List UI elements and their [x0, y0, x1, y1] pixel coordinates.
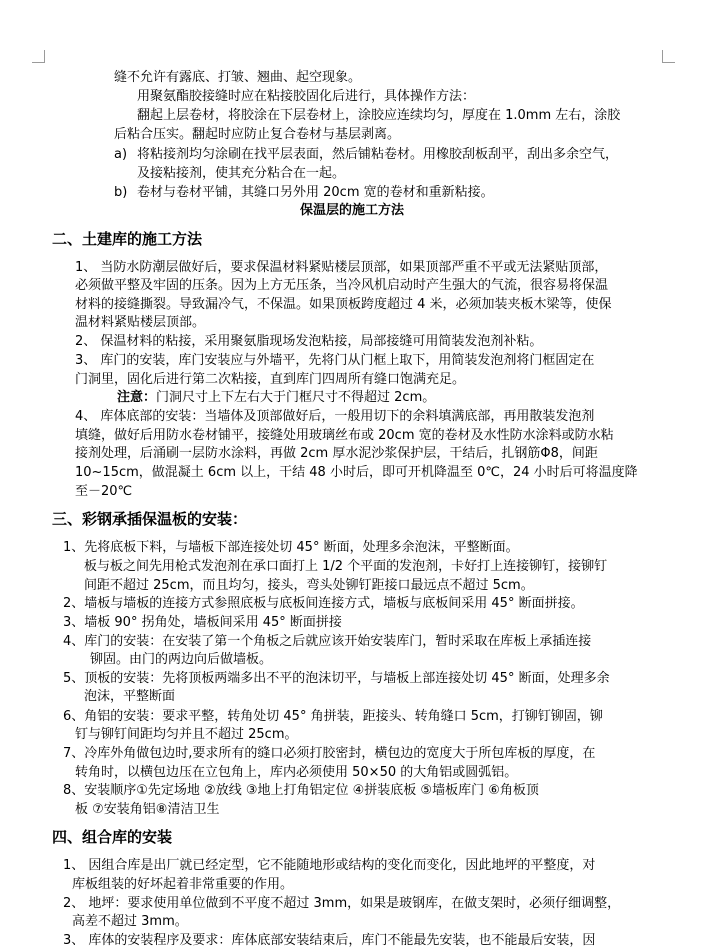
text-line: 钉与铆钉间距均匀并且不超过 25cm。 [75, 727, 298, 742]
text-line: 4、 库体底部的安装：当墙体及顶部做好后，一般用切下的余料填满底部，再用散装发泡剂 [75, 409, 595, 424]
text-line: 板与板之间先用枪式发泡剂在承口面打上 1/2 个平面的发泡剂，卡好打上连接铆钉，接铆钉 [84, 559, 608, 574]
list-marker: a) [114, 147, 128, 162]
text-line: 间距不超过 25cm，而且均匀，接头，弯头处铆钉距接口最远点不超过 5cm。 [84, 578, 534, 593]
text-line: 转角时，以横包边压在立包角上，库内必须使用 50×50 的大角铝或圆弧铝。 [75, 765, 518, 780]
list-marker: b) [114, 185, 128, 200]
margin-corner-mark [32, 50, 45, 63]
text-line: 1、先将底板下料，与墙板下部连接处切 45° 断面，处理多余泡沫，平整断面。 [63, 540, 519, 555]
text-line: 缝不允许有露底、打皱、翘曲、起空现象。 [114, 70, 362, 85]
section-heading: 三、彩钢承插保温板的安装： [52, 510, 248, 528]
note-text: 门洞尺寸上下左右大于门框尺寸不得超过 2cm。 [156, 390, 436, 405]
section-subtitle: 保温层的施工方法 [300, 203, 405, 218]
text-line: 10~15cm，做混凝土 6cm 以上，干结 48 小时后，即可开机降温至 0℃，24 小时后可将温度降 [75, 465, 638, 480]
note-label: 注意： [117, 390, 157, 405]
text-line: 2、 地坪：要求使用单位做到不平度不超过 3mm，如果是玻钢库，在做支架时，必须仔细调整， [63, 896, 621, 911]
text-line: 用聚氨酯胶接缝时应在粘接胶固化后进行，具体操作方法： [137, 89, 476, 104]
section-heading: 四、组合库的安装 [52, 828, 173, 846]
text-line: 高差不超过 3mm。 [72, 914, 188, 929]
text-line: 温材料紧贴楼层顶部。 [75, 315, 206, 330]
text-line: 门洞里，固化后进行第二次粘接，直到库门四周所有缝口饱满充足。 [75, 372, 466, 387]
text-line: 卷材与卷材平铺，其缝口另外用 20cm 宽的卷材和重新粘接。 [137, 185, 494, 200]
section-heading: 二、土建库的施工方法 [52, 230, 203, 248]
text-line: 材料的接缝撕裂。导致漏冷气，不保温。如果顶板跨度超过 4 米，必须加装夹板木梁等，使保 [75, 297, 612, 312]
note-line [117, 389, 435, 407]
text-line: 1、 当防水防潮层做好后，要求保温材料紧贴楼层顶部，如果顶部严重不平或无法紧贴顶部， [75, 260, 608, 275]
text-line: 接剂处理，后涌刷一层防水涂料，再做 2cm 厚水泥沙浆保护层，干结后，扎钢筋Φ8，间距 [75, 446, 598, 461]
text-line: 泡沫，平整断面 [84, 689, 176, 704]
text-line: 后粘合压实。翻起时应防止复合卷材与基层剥离。 [114, 127, 401, 142]
text-line: 3、 库门的安装，库门安装应与外墙平，先将门从门框上取下，用简装发泡剂将门框固定在 [75, 353, 595, 368]
text-line: 3、墙板 90° 拐角处，墙板间采用 45° 断面拼接 [63, 615, 342, 630]
text-line: 1、 因组合库是出厂就已经定型，它不能随地形或结构的变化而变化，因此地坪的平整度，对 [63, 858, 596, 873]
text-line: 2、 保温材料的粘接，采用聚氨脂现场发泡粘接，局部接缝可用简装发泡剂补粘。 [75, 334, 543, 349]
text-line: 2、墙板与墙板的连接方式参照底板与底板间连接方式，墙板与底板间采用 45° 断面拼接。 [63, 596, 584, 611]
text-line: 填缝，做好后用防水卷材铺平，接缝处用玻璃丝布或 20cm 宽的卷材及水性防水涂料或防水粘 [75, 428, 614, 443]
text-line: 8、安装顺序①先定场地 ②放线 ③地上打角铝定位 ④拼装底板 ⑤墙板库门 ⑥角板顶 [63, 783, 539, 798]
text-line: 7、冷库外角做包边时,要求所有的缝口必须打胶密封，横包边的宽度大于所包库板的厚度，在 [63, 746, 596, 761]
text-line: 6、角铝的安装：要求平整，转角处切 45° 角拼装，距接头、转角缝口 5cm，打铆钉铆固，铆 [63, 709, 603, 724]
text-line: 3、 库体的安装程序及要求：库体底部安装结束后，库门不能最先安装，也不能最后安装，因 [63, 933, 596, 948]
text-line: 至－20℃ [75, 484, 133, 499]
text-line: 库板组装的好坏起着非常重要的作用。 [72, 877, 294, 892]
text-line: 翻起上层卷材，将胶涂在下层卷材上，涂胶应连续均匀，厚度在 1.0mm 左右，涂胶 [137, 108, 621, 123]
text-line: 铆固。由门的两边向后做墙板。 [90, 652, 273, 667]
text-line: 及接粘接剂，使其充分粘合在一起。 [137, 166, 346, 181]
text-line: 必须做平整及牢固的压条。因为上方无压条，当冷风机启动时产生强大的气流，很容易将保温 [75, 278, 609, 293]
text-line: 板 ⑦安装角铝⑧清洁卫生 [75, 802, 220, 817]
text-line: 4、库门的安装：在安装了第一个角板之后就应该开始安装库门，暂时采取在库板上承插连接 [63, 634, 592, 649]
text-line: 5、顶板的安装：先将顶板两端多出不平的泡沫切平，与墙板上部连接处切 45° 断面，处理多余 [63, 671, 610, 686]
text-line: 将粘接剂均匀涂刷在找平层表面，然后铺粘卷材。用橡胶刮板刮平，刮出多余空气， [137, 147, 619, 162]
margin-corner-mark [662, 50, 675, 63]
